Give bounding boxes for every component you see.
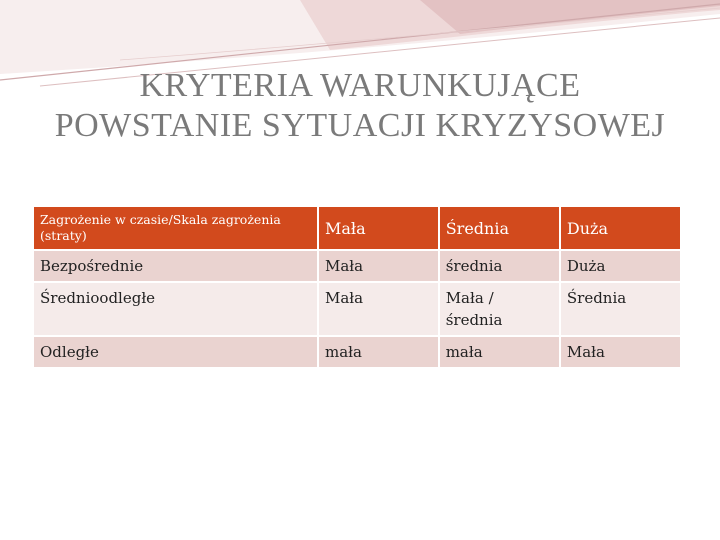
table-cell: Bezpośrednie	[34, 251, 319, 283]
header-cell-large: Duża	[561, 207, 682, 251]
table-cell: Średnia	[561, 283, 682, 337]
header-cell-medium: Średnia	[440, 207, 561, 251]
slide-title-line-1: KRYTERIA WARUNKUJĄCE	[139, 67, 581, 104]
slide-title-line-2: POWSTANIE SYTUACJI KRYZYSOWEJ	[54, 107, 666, 144]
table-cell: Odległe	[34, 337, 319, 369]
table-cell: Średnioodległe	[34, 283, 319, 337]
header-cell-threat-time: Zagrożenie w czasie/Skala zagrożenia (straty)	[34, 207, 319, 251]
criteria-table	[34, 207, 682, 369]
header-cell-small: Mała	[319, 207, 440, 251]
table-cell: Mała	[561, 337, 682, 369]
table-cell: Mała	[319, 251, 440, 283]
table-row	[34, 283, 682, 337]
table-cell: Mała	[319, 283, 440, 337]
table-cell: średnia	[440, 251, 561, 283]
slide-title	[0, 66, 720, 146]
table-cell: mała	[440, 337, 561, 369]
table-cell: Duża	[561, 251, 682, 283]
table-row	[34, 251, 682, 283]
table-row	[34, 337, 682, 369]
table-header-row	[34, 207, 682, 251]
table-cell: Mała / średnia	[440, 283, 561, 337]
table-cell: mała	[319, 337, 440, 369]
